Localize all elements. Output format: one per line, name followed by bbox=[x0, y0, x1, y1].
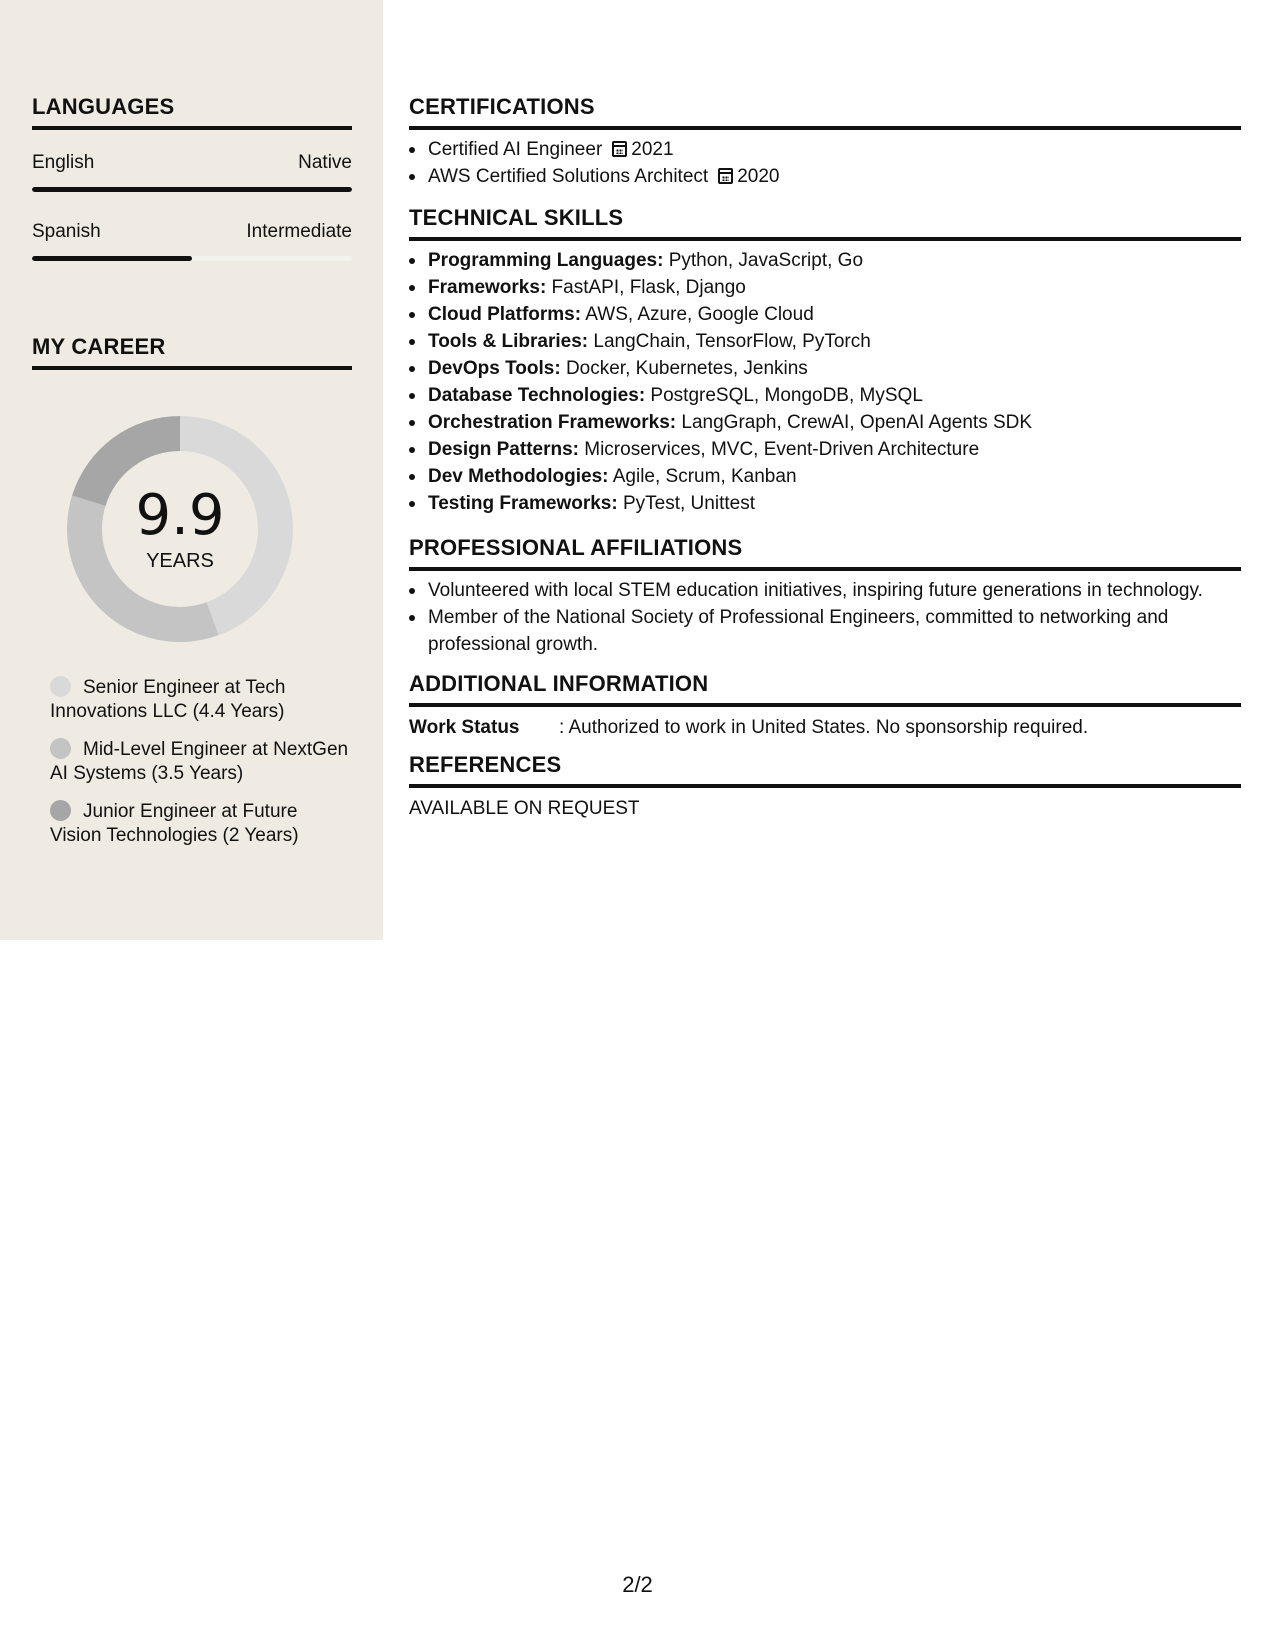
language-level: Native bbox=[298, 152, 352, 173]
language-item-spanish bbox=[32, 219, 352, 261]
career-legend-item bbox=[50, 800, 350, 848]
technical-skills-section bbox=[409, 205, 1241, 517]
skill-item bbox=[409, 409, 1241, 436]
certification-item bbox=[409, 136, 1241, 163]
skill-category: Dev Methodologies: bbox=[428, 466, 609, 487]
affiliations-list bbox=[409, 577, 1241, 658]
affiliations-title: PROFESSIONAL AFFILIATIONS bbox=[409, 535, 1241, 571]
language-name: Spanish bbox=[32, 221, 101, 242]
language-name: English bbox=[32, 152, 95, 173]
skill-item bbox=[409, 490, 1241, 517]
skill-category: Database Technologies: bbox=[428, 385, 646, 406]
skill-item bbox=[409, 301, 1241, 328]
affiliation-item: Volunteered with local STEM education initiatives, inspiring future generations in technology. bbox=[409, 577, 1241, 604]
skills-list bbox=[409, 247, 1241, 517]
calendar-icon bbox=[718, 168, 733, 184]
skill-values: AWS, Azure, Google Cloud bbox=[581, 304, 814, 325]
language-proficiency-bar bbox=[32, 256, 352, 261]
affiliation-item: Member of the National Society of Professional Engineers, committed to networking and professional growth. bbox=[409, 604, 1241, 658]
career-role-label: Mid-Level Engineer at NextGen AI Systems (3.5 Years) bbox=[50, 739, 349, 784]
skill-values: PostgreSQL, MongoDB, MySQL bbox=[645, 385, 923, 406]
legend-dot bbox=[50, 800, 71, 821]
skill-values: LangChain, TensorFlow, PyTorch bbox=[588, 331, 871, 352]
career-role-label: Senior Engineer at Tech Innovations LLC (4.4 Years) bbox=[50, 677, 286, 722]
sidebar bbox=[0, 0, 383, 940]
skill-values: Microservices, MVC, Event-Driven Architecture bbox=[578, 439, 980, 460]
affiliations-section bbox=[409, 535, 1241, 658]
skill-category: DevOps Tools: bbox=[428, 358, 561, 379]
certification-item bbox=[409, 163, 1241, 190]
languages-title: LANGUAGES bbox=[32, 94, 352, 130]
skill-values: PyTest, Unittest bbox=[617, 493, 755, 514]
language-proficiency-fill bbox=[32, 187, 352, 192]
skill-item bbox=[409, 355, 1241, 382]
skill-item bbox=[409, 274, 1241, 301]
language-item-english bbox=[32, 150, 352, 192]
skill-category: Design Patterns: bbox=[428, 439, 579, 460]
work-status-value: : Authorized to work in United States. No sponsorship required. bbox=[559, 717, 1089, 738]
skill-category: Frameworks: bbox=[428, 277, 547, 298]
skill-values: Docker, Kubernetes, Jenkins bbox=[560, 358, 808, 379]
technical-skills-title: TECHNICAL SKILLS bbox=[409, 205, 1241, 241]
career-legend-item bbox=[50, 738, 350, 786]
certification-name: Certified AI Engineer bbox=[428, 139, 603, 160]
skill-values: Python, JavaScript, Go bbox=[663, 250, 864, 271]
certifications-title: CERTIFICATIONS bbox=[409, 94, 1241, 130]
language-level: Intermediate bbox=[246, 221, 352, 242]
references-section bbox=[409, 752, 1241, 820]
career-section bbox=[32, 334, 352, 370]
career-legend-item bbox=[50, 676, 350, 724]
references-text: AVAILABLE ON REQUEST bbox=[409, 798, 640, 819]
language-proficiency-bar bbox=[32, 187, 352, 192]
skill-category: Testing Frameworks: bbox=[428, 493, 618, 514]
career-total-unit: YEARS bbox=[146, 550, 214, 572]
legend-dot bbox=[50, 738, 71, 759]
language-proficiency-fill bbox=[32, 256, 192, 261]
work-status-row bbox=[409, 715, 1241, 741]
certification-year: 2021 bbox=[631, 139, 674, 160]
languages-section bbox=[32, 94, 352, 130]
skill-values: FastAPI, Flask, Django bbox=[546, 277, 746, 298]
skill-values: LangGraph, CrewAI, OpenAI Agents SDK bbox=[676, 412, 1033, 433]
certification-year: 2020 bbox=[737, 166, 780, 187]
career-total-years: 9.9 bbox=[135, 483, 225, 548]
career-title: MY CAREER bbox=[32, 334, 352, 370]
skill-category: Programming Languages: bbox=[428, 250, 664, 271]
additional-information-section bbox=[409, 671, 1241, 741]
work-status-label: Work Status bbox=[409, 717, 520, 738]
donut-center bbox=[66, 415, 294, 643]
skill-item bbox=[409, 328, 1241, 355]
references-title: REFERENCES bbox=[409, 752, 1241, 788]
legend-dot bbox=[50, 676, 71, 697]
career-legend bbox=[50, 676, 350, 862]
skill-item bbox=[409, 463, 1241, 490]
skill-category: Orchestration Frameworks: bbox=[428, 412, 677, 433]
skill-item bbox=[409, 382, 1241, 409]
career-donut-chart bbox=[66, 415, 294, 643]
page-number: 2/2 bbox=[622, 1572, 653, 1597]
certifications-section bbox=[409, 94, 1241, 190]
skill-item bbox=[409, 436, 1241, 463]
skill-category: Cloud Platforms: bbox=[428, 304, 582, 325]
skill-category: Tools & Libraries: bbox=[428, 331, 589, 352]
calendar-icon bbox=[612, 141, 627, 157]
additional-information-title: ADDITIONAL INFORMATION bbox=[409, 671, 1241, 707]
certifications-list bbox=[409, 136, 1241, 190]
certification-name: AWS Certified Solutions Architect bbox=[428, 166, 709, 187]
career-role-label: Junior Engineer at Future Vision Technologies (2 Years) bbox=[50, 801, 299, 846]
skill-item bbox=[409, 247, 1241, 274]
skill-values: Agile, Scrum, Kanban bbox=[608, 466, 797, 487]
